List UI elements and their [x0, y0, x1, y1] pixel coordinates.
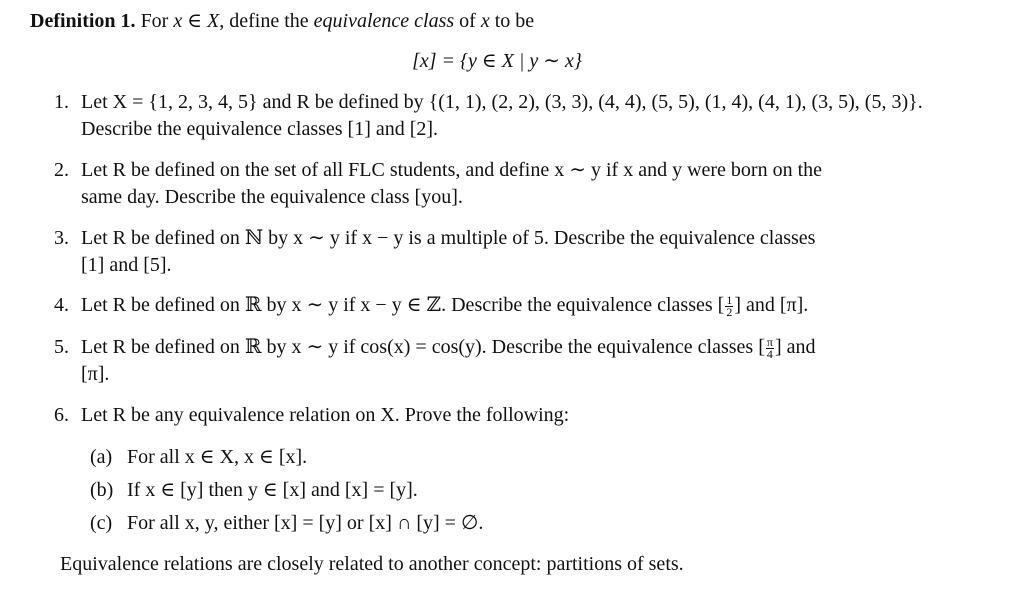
item-4-fraction-denominator: 2 — [726, 304, 733, 319]
definition-intro-5: x — [480, 10, 490, 32]
subitem-b-text: If x ∈ [y] then y ∈ [x] and [x] = [y]. — [127, 479, 418, 501]
item-3-line2: [1] and [5]. — [81, 254, 172, 276]
subitem-a-text: For all x ∈ X, x ∈ [x]. — [127, 446, 308, 468]
item-4-fraction-numerator: 1 — [726, 292, 733, 307]
item-5-line1 — [81, 335, 816, 360]
subitem-c-label: (c) — [90, 512, 113, 534]
item-5-fraction — [766, 334, 774, 361]
definition-intro-1: For — [140, 10, 174, 32]
item-2-number: 2. — [54, 159, 69, 181]
subitem-b-label: (b) — [90, 479, 114, 501]
item-5-text-b: ] and — [774, 336, 816, 358]
subitem-a-label: (a) — [90, 446, 113, 468]
item-3-number: 3. — [54, 227, 69, 249]
item-6-line1: Let R be any equivalence relation on X. Prove the following: — [81, 404, 570, 426]
definition-formula-line — [0, 49, 1024, 73]
item-5-number: 5. — [54, 336, 69, 358]
definition-emphasis: equivalence class — [313, 10, 455, 32]
item-4-line — [81, 293, 808, 318]
item-4-number: 4. — [54, 294, 69, 316]
definition-intro-4: of — [454, 10, 481, 32]
definition-intro-6: to be — [489, 10, 535, 32]
item-5-line2: [π]. — [81, 363, 110, 385]
definition-line — [30, 9, 534, 33]
item-4-text-a: Let R be defined on ℝ by x ∼ y if x − y ∈ ℤ. Describe the equivalence classes [ — [81, 294, 725, 316]
definition-label: Definition 1. — [30, 10, 136, 32]
item-6-number: 6. — [54, 404, 69, 426]
item-5-text-a: Let R be defined on ℝ by x ∼ y if cos(x) = cos(y). Describe the equivalence classes [ — [81, 336, 765, 358]
item-1-line1: Let X = {1, 2, 3, 4, 5} and R be defined by {(1, 1), (2, 2), (3, 3), (4, 4), (5, 5), (1, 4), (4, 1), (3, 5), (5, 3)}. — [81, 91, 923, 113]
definition-formula: [x] = {y ∈ X | y ∼ x} — [412, 50, 582, 72]
definition-intro-3: , define the — [219, 10, 314, 32]
subitem-c-text: For all x, y, either [x] = [y] or [x] ∩ [y] = ∅. — [127, 512, 484, 534]
item-1-number: 1. — [54, 91, 69, 113]
item-3-line1: Let R be defined on ℕ by x ∼ y if x − y is a multiple of 5. Describe the equivalence classes — [81, 227, 816, 249]
item-4-text-b: ] and [π]. — [734, 294, 809, 316]
item-5-fraction-numerator: π — [766, 334, 773, 349]
item-1-line2: Describe the equivalence classes [1] and [2]. — [81, 118, 439, 140]
item-4-fraction — [725, 292, 733, 319]
item-5-fraction-denominator: 4 — [766, 346, 773, 361]
item-2-line2: same day. Describe the equivalence class [you]. — [81, 186, 463, 208]
item-2-line1: Let R be defined on the set of all FLC students, and define x ∼ y if x and y were born on the — [81, 159, 823, 181]
definition-intro-2: x ∈ X — [173, 10, 220, 32]
closing-sentence: Equivalence relations are closely related to another concept: partitions of sets. — [60, 553, 684, 575]
